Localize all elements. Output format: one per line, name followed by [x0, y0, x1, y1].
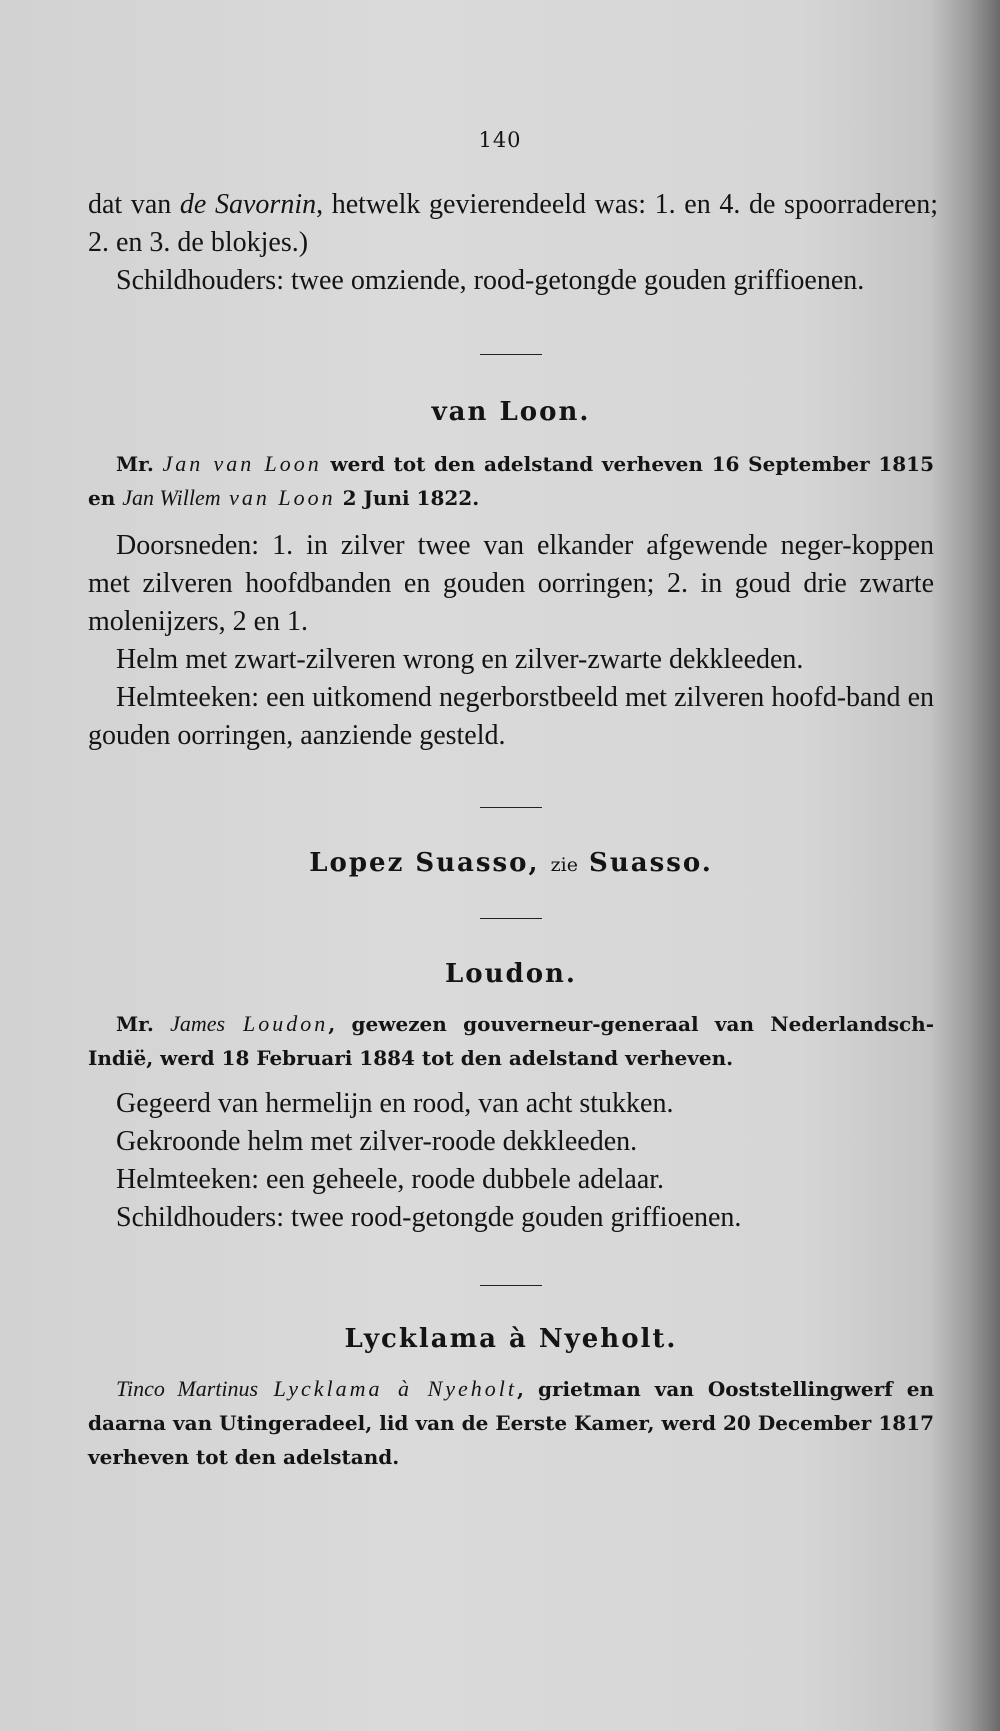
person-name-spaced: Loudon — [225, 1011, 329, 1036]
van-loon-line: Helmteeken: een uitkomend negerborstbeeld met zilveren hoofd-band en gouden oorringen, aanziende gesteld. — [88, 682, 934, 751]
van-loon-line: Helm met zwart-zilveren wrong en zilver-zwarte dekkleeden. — [116, 644, 804, 675]
loudon-line: Schildhouders: twee rood-getongde gouden griffioenen. — [116, 1202, 742, 1233]
person-name: Jan van Loon — [162, 451, 322, 476]
van-loon-line: Doorsneden: 1. in zilver twee van elkander afgewende neger-koppen met zilveren hoofdbanden en gouden oorringen; 2. in goud drie zwarte molenijzers, 2 en 1. — [88, 530, 934, 637]
title-part: Lopez Suasso, — [309, 848, 551, 878]
intro-prefix: Mr. — [116, 452, 163, 476]
person-name-spaced: Lycklama à Nyeholt — [258, 1376, 518, 1401]
intro-text: dat van — [88, 189, 180, 220]
lycklama-intro — [88, 1372, 934, 1474]
loudon-intro — [88, 1007, 934, 1075]
section-title-loudon: Loudon. — [444, 959, 577, 989]
intro-paragraph — [88, 186, 938, 262]
intro-suffix: 2 Juni 1822. — [335, 486, 480, 510]
intro-italic-name: de Savornin — [179, 189, 317, 220]
title-zie: zie — [550, 854, 578, 876]
section-title-van-loon: van Loon. — [431, 397, 591, 427]
intro-text-rest: , hetwelk gevierendeeld was: 1. en 4. de spoorraderen; 2. en 3. de blokjes.) — [88, 189, 938, 258]
schildhouders-line: Schildhouders: twee omziende, rood-getongde gouden griffioenen. — [116, 265, 865, 296]
van-loon-intro — [88, 447, 934, 515]
loudon-line: Helmteeken: een geheele, roode dubbele adelaar. — [116, 1164, 665, 1195]
loudon-line: Gegeerd van hermelijn en rood, van acht stukken. — [116, 1088, 674, 1119]
intro-mid: werd tot den adelstand verheven 16 September 1815 en — [88, 452, 935, 510]
person-name-italic: Jan Willem — [122, 485, 221, 510]
intro-rest: , gewezen gouverneur-generaal van Nederlandsch-Indië, werd 18 Februari 1884 tot den adelstand verheven. — [88, 1012, 934, 1070]
intro-prefix: Mr. — [116, 1012, 171, 1036]
person-name-italic: Tinco Martinus — [116, 1376, 259, 1401]
section-title-lycklama: Lycklama à Nyeholt. — [344, 1324, 678, 1354]
loudon-line: Gekroonde helm met zilver-roode dekkleeden. — [116, 1126, 638, 1157]
person-name-spaced: van Loon — [220, 485, 336, 510]
section-title-lopez-suasso — [88, 848, 934, 878]
person-name-italic: James — [170, 1011, 226, 1036]
page-content — [88, 186, 938, 1474]
page-number: 140 — [478, 128, 522, 152]
intro-rest: , grietman van Ooststellingwerf en daarna van Utingeradeel, lid van de Eerste Kamer, werd 20 December 1817 verheven tot den adelstand. — [88, 1377, 934, 1469]
title-part: Suasso. — [577, 848, 713, 878]
